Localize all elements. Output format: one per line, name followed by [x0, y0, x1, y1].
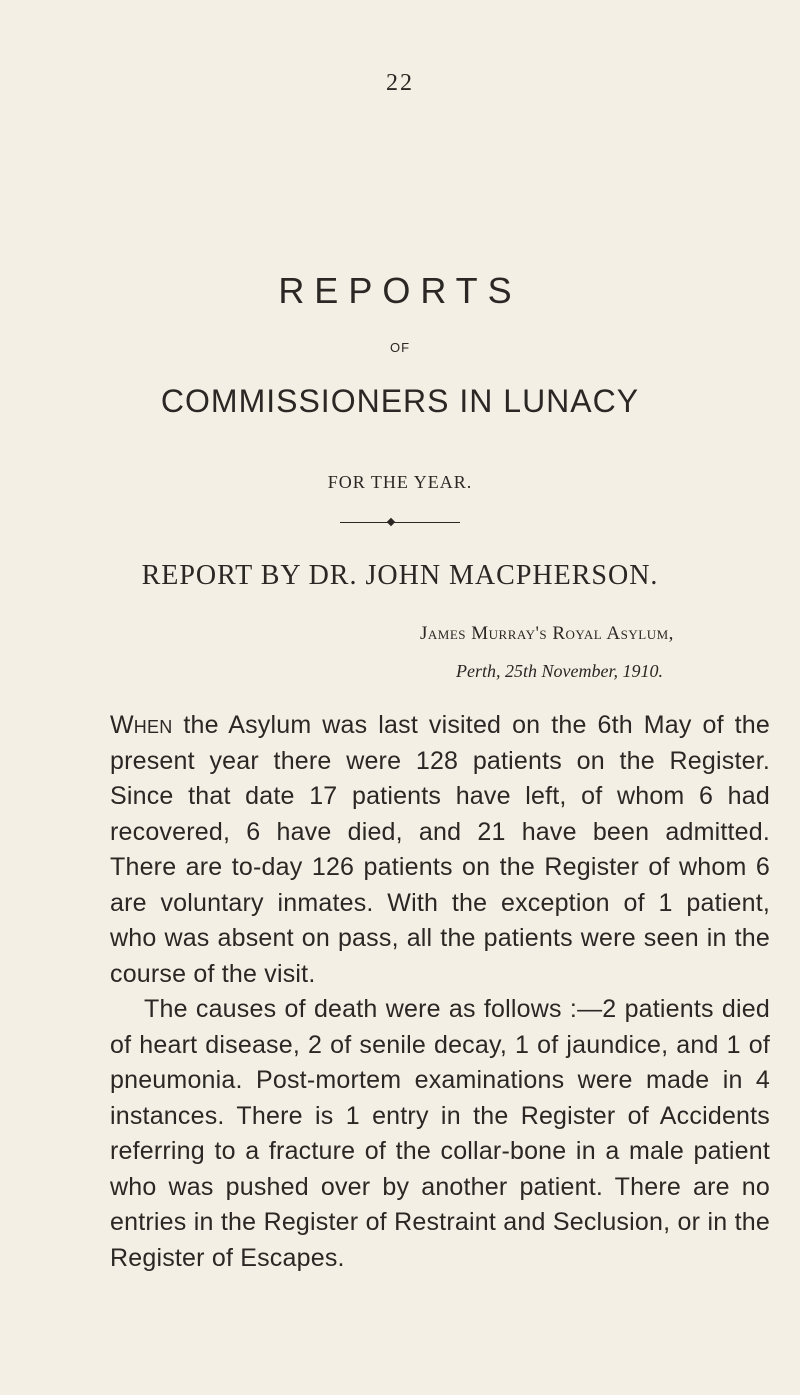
paragraph-2: [110, 992, 770, 1276]
report-title: REPORTS: [278, 270, 522, 311]
divider-line: [340, 522, 460, 523]
paragraph-lead: When: [110, 711, 173, 739]
year-line: FOR THE YEAR.: [327, 472, 473, 492]
report-subtitle: COMMISSIONERS IN LUNACY: [160, 383, 640, 419]
date-line: Perth, 25th November, 1910.: [456, 661, 663, 681]
paragraph-1: [110, 708, 770, 992]
report-body: [110, 708, 770, 1276]
paragraph-text: The causes of death were as follows :—2 patients died of heart disease, 2 of senile decay, 1 of jaundice, and 1 of pneumonia. Post-mortem examinations were made in 4 instances. There is 1 entry in the Register of Accidents referring to a fracture of the collar-bone in a male patient who was pushed over by another patient. There are no entries in the Register of Restraint and Seclusion, or in the Register of Escapes.: [110, 995, 770, 1272]
place-line: James Murray's Royal Asylum,: [420, 623, 674, 644]
divider-ornament: [340, 518, 460, 528]
report-heading: REPORT BY DR. JOHN MACPHERSON.: [141, 560, 659, 591]
diamond-icon: [387, 518, 395, 526]
title-of: OF: [389, 340, 411, 355]
page-number: 22: [386, 70, 414, 96]
paragraph-text: the Asylum was last visited on the 6th May of the present year there were 128 patients on the Register. Since that date 17 patients have left, of whom 6 had recovered, 6 have died, and 21 have been admitted. There are to-day 126 patients on the Register of whom 6 are voluntary inmates. With the exception of 1 patient, who was absent on pass, all the patients were seen in the course of the visit.: [110, 711, 770, 988]
